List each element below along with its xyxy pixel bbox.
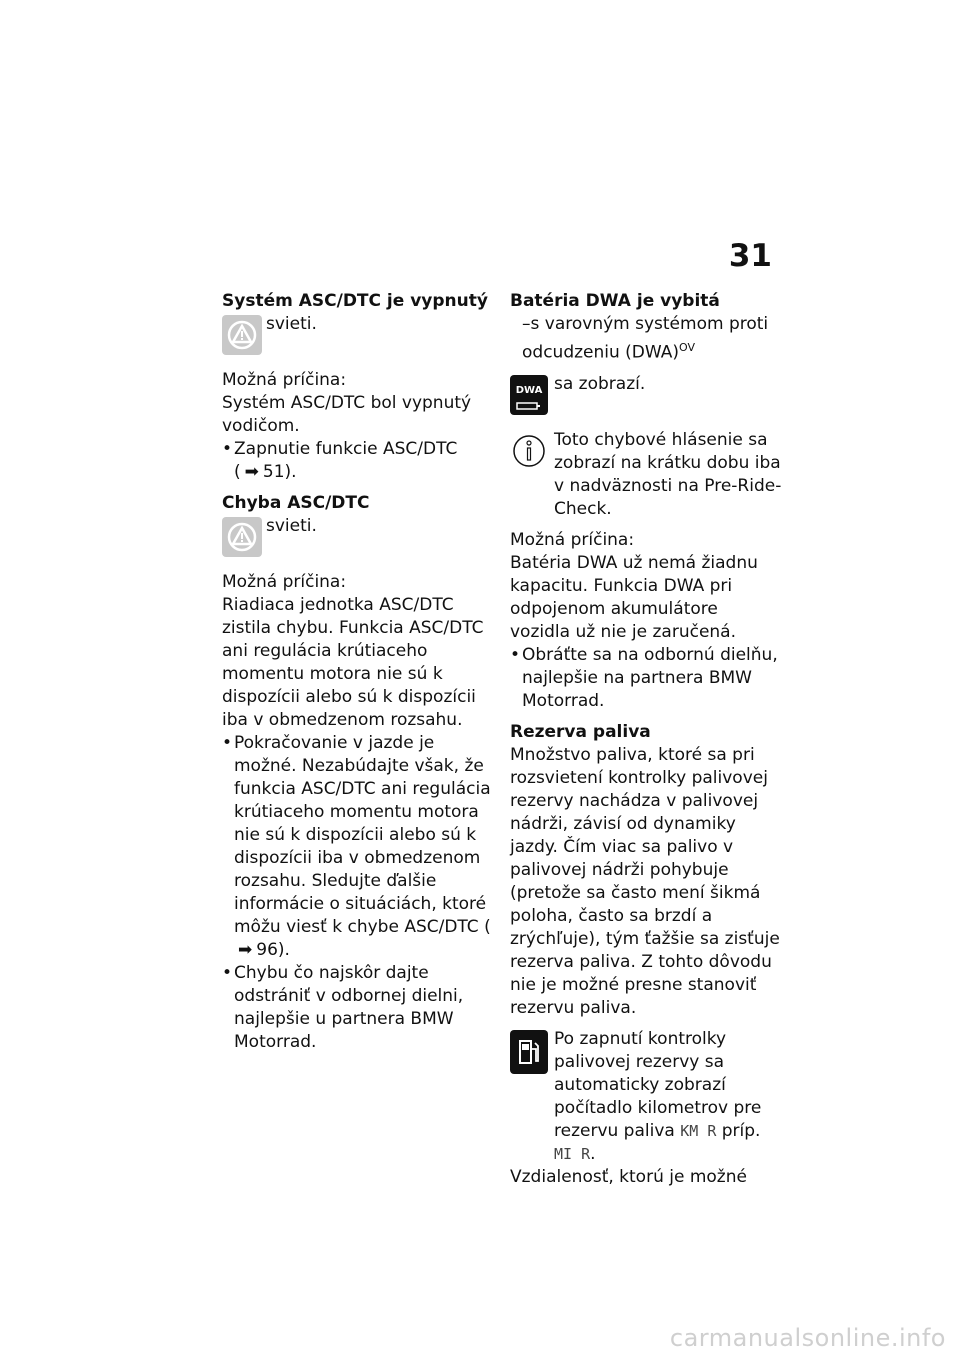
fuel-reserve-end: Vzdialenosť, ktorú je možné [510, 1166, 747, 1187]
cause-label: Možná príčina: [510, 529, 635, 550]
km-r-label: KM R [680, 1121, 717, 1140]
left-column [222, 290, 494, 1054]
dwa-subtitle [510, 313, 782, 365]
dwa-status: sa zobrazí. [554, 373, 646, 394]
bullet-text: Chybu čo najskôr dajte odstrániť v odbornej dielni, najlepšie u partnera BMW Motorrad. [234, 963, 464, 1052]
section-title-dwa-battery: Batéria DWA je vybitá [510, 291, 720, 311]
page-ref[interactable]: 51). [262, 462, 297, 482]
dwa-icon-label: DWA [515, 385, 543, 397]
section-title-asc-off: Systém ASC/DTC je vypnutý [222, 291, 488, 311]
page-ref-arrow-icon: ➡ [238, 940, 253, 960]
cause-label: Možná príčina: [222, 370, 347, 390]
right-column [510, 290, 782, 1189]
dwa-battery-icon [510, 375, 548, 415]
info-note-row [510, 429, 782, 521]
bullet-item [510, 644, 782, 713]
or-text: príp. [721, 1120, 761, 1141]
dwa-indicator-row [510, 373, 782, 421]
mi-r-label: MI R [554, 1144, 591, 1163]
asc-warning-icon [222, 517, 262, 557]
dwa-subtitle-text: –s varovným systémom proti odcudzeniu (DWA) [522, 314, 769, 363]
watermark: carmanualsonline.info [669, 1324, 946, 1352]
asc-fault-indicator-row [222, 515, 494, 563]
fuel-reserve-row [510, 1028, 782, 1166]
section-title-fuel-reserve: Rezerva paliva [510, 721, 651, 742]
asc-off-indicator-row [222, 313, 494, 361]
page-ref-arrow-icon: ➡ [244, 462, 259, 482]
info-icon [510, 431, 548, 471]
asc-fault-status: svieti. [266, 516, 317, 536]
bullet-text: Obráťte sa na odbornú dielňu, najlepšie na partnera BMW Motorrad. [522, 644, 778, 711]
info-note-text: Toto chybové hlásenie sa zobrazí na krátku dobu iba v nadväznosti na Pre-Ride-Check. [554, 429, 782, 519]
bullet-item: • Pokračovanie v jazde je možné. Nezabúdajte však, že funkcia ASC/DTC ani regulácia krútiaceho momentu motora nie sú k dispozícii alebo sú k dispozícii iba v obmedzenom rozsahu. Sledujte ďalšie informácie o situáciách, ktoré môžu viesť k chybe ASC/DTC (➡ 96). [222, 732, 494, 962]
asc-off-status: svieti. [266, 314, 317, 334]
fuel-reserve-note-text: Po zapnutí kontrolky palivovej rezervy sa automaticky zobrazí počítadlo kilometrov pre rezervu paliva [554, 1028, 762, 1141]
bullet-text: Pokračovanie v jazde je možné. Nezabúdajte však, že funkcia ASC/DTC ani regulácia krútiaceho momentu motora nie sú k dispozícii alebo sú k dispozícii iba v obmedzenom rozsahu. Sledujte ďalšie informácie o situáciách, ktoré môžu viesť k chybe ASC/DTC [234, 733, 491, 937]
bullet-item: • Zapnutie funkcie ASC/DTC ( ➡ 51). [222, 438, 494, 484]
page-ref[interactable]: 96). [256, 940, 290, 960]
cause-text: Systém ASC/DTC bol vypnutý vodičom. [222, 393, 472, 436]
bullet-text: Zapnutie funkcie ASC/DTC [234, 439, 458, 459]
fuel-reserve-text: Množstvo paliva, ktoré sa pri rozsvietení kontrolky palivovej rezervy nachádza v palivovej nádrži, závisí od dynamiky jazdy. Čím viac sa palivo v palivovej nádrži pohybuje (pretože sa často mení šikmá poloha, často sa brzdí a zrýchľuje), tým ťažšie sa zisťuje rezerva paliva. Z tohto dôvodu nie je možné presne stanoviť rezervu paliva. [510, 744, 780, 1018]
bullet-item [222, 962, 494, 1054]
cause-text: Batéria DWA už nemá žiadnu kapacitu. Funkcia DWA pri odpojenom akumulátore vozidla už nie je zaručená. [510, 552, 758, 642]
asc-warning-icon [222, 315, 262, 355]
page-number: 31 [728, 238, 772, 274]
cause-label: Možná príčina: [222, 572, 347, 592]
fuel-pump-icon [510, 1030, 548, 1074]
option-sup: OV [679, 341, 696, 354]
section-title-asc-fault: Chyba ASC/DTC [222, 493, 370, 513]
fuel-reserve-note: Po zapnutí kontrolky palivovej rezervy sa automaticky zobrazí počítadlo kilometrov pre rezervu paliva KM R príp. MI R. [554, 1028, 762, 1164]
cause-text: Riadiaca jednotka ASC/DTC zistila chybu. Funkcia ASC/DTC ani regulácia krútiaceho momentu motora nie sú k dispozícii alebo sú k dispozícii iba v obmedzenom rozsahu. [222, 595, 484, 730]
